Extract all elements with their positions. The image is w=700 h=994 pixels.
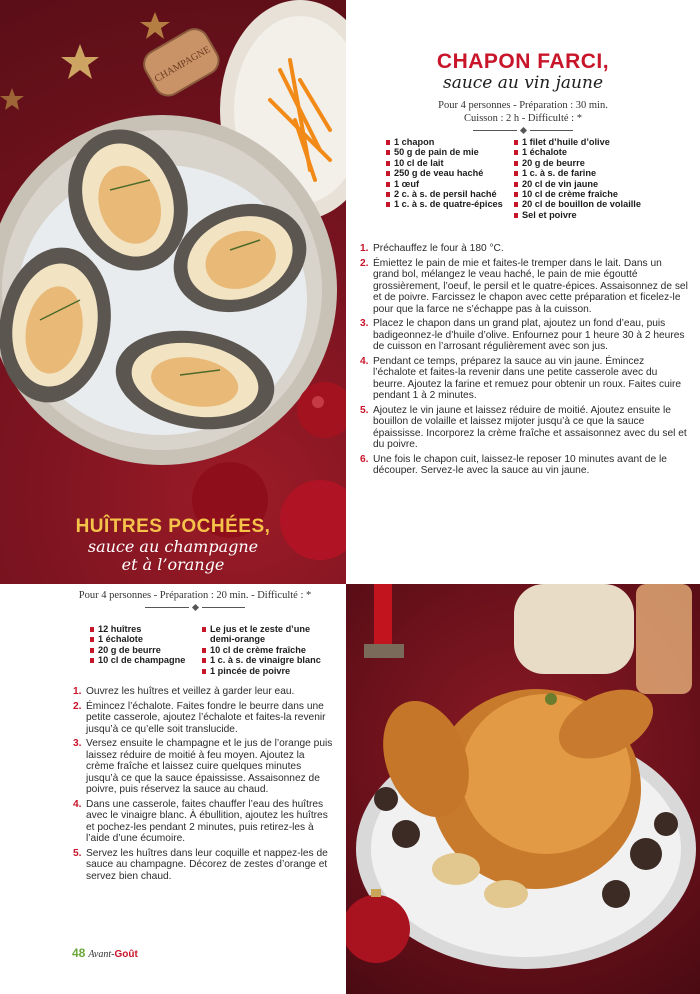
oyster-steps xyxy=(73,686,335,885)
chapon-meta-line-1: Pour 4 personnes - Préparation : 30 min. xyxy=(438,100,608,111)
brand-prefix: Avant- xyxy=(88,949,115,960)
step-number: 3. xyxy=(360,318,369,329)
step-text: Ajoutez le vin jaune et laissez réduire de moitié. Ajoutez ensuite le bouillon de volaille et laissez mijoter jusqu’à ce que la sauce épaississe. Incorporez la crème fraîche et assaisonnez avec du sel et du poivre. xyxy=(373,404,687,450)
step-item xyxy=(360,356,690,402)
ingredient-item: 1 chapon xyxy=(386,137,514,147)
ingredient-item: 2 c. à s. de persil haché xyxy=(386,189,514,199)
chapon-divider xyxy=(473,128,573,133)
ingredient-item: 1 pincée de poivre xyxy=(202,666,330,676)
ingredient-item: 10 cl de lait xyxy=(386,158,514,168)
oyster-title-subtitle-1: sauce au champagne xyxy=(87,537,259,556)
step-item xyxy=(73,848,335,883)
ingredient-item: 20 g de beurre xyxy=(90,645,202,655)
ingredient-item: 10 cl de crème fraîche xyxy=(514,189,664,199)
step-number: 5. xyxy=(73,847,82,859)
step-item xyxy=(360,258,690,316)
step-text: Préchauffez le four à 180 °C. xyxy=(373,243,504,254)
oyster-ingredients-col-1 xyxy=(90,624,202,676)
step-number: 2. xyxy=(73,700,82,712)
chapon-recipe-header xyxy=(352,50,694,133)
step-item xyxy=(73,686,335,698)
chapon-steps xyxy=(360,243,690,480)
step-text: Dans une casserole, faites chauffer l’eau des huîtres avec le vinaigre blanc. À ébullition, ajoutez les huîtres et pochez-les pendant 2 minutes, puis retirez-les à l’aide d’une écumoire. xyxy=(86,798,328,844)
ingredient-item: 1 filet d’huile d’olive xyxy=(514,137,664,147)
step-item xyxy=(360,405,690,451)
step-number: 3. xyxy=(73,738,82,749)
step-number: 2. xyxy=(360,257,369,269)
magazine-brand xyxy=(88,949,137,960)
ingredient-item: 1 c. à s. de quatre-épices xyxy=(386,199,514,209)
step-text: Émincez l’échalote. Faites fondre le beurre dans une petite casserole, ajoutez l’échalote et faites-la revenir jusqu’à ce qu’elle soit translucide. xyxy=(86,700,326,735)
oyster-ingredients-col-2 xyxy=(202,624,330,676)
page-footer xyxy=(72,946,138,960)
oyster-recipe-title xyxy=(0,516,346,574)
ingredient-item: 50 g de pain de mie xyxy=(386,147,514,157)
step-item xyxy=(73,701,335,736)
chapon-ingredients-col-1 xyxy=(386,137,514,220)
chapon-photo xyxy=(346,584,700,994)
ingredient-item: 20 cl de bouillon de volaille xyxy=(514,199,664,209)
step-number: 1. xyxy=(73,686,82,697)
step-number: 4. xyxy=(360,355,369,367)
oyster-title-subtitle-2: et à l’orange xyxy=(121,555,225,574)
chapon-illustration xyxy=(346,584,700,994)
step-number: 5. xyxy=(360,404,369,416)
ingredient-item: 1 échalote xyxy=(514,147,664,157)
page-number: 48 xyxy=(72,946,86,960)
ingredient-item: Sel et poivre xyxy=(514,210,664,220)
ingredient-item: Le jus et le zeste d’une demi-orange xyxy=(202,624,330,645)
step-number: 4. xyxy=(73,798,82,810)
oyster-meta: Pour 4 personnes - Préparation : 20 min. - Difficulté : * xyxy=(78,590,312,601)
ingredient-item: 10 cl de champagne xyxy=(90,655,202,665)
oyster-divider xyxy=(145,605,245,610)
step-text: Versez ensuite le champagne et le jus de l’orange puis laissez réduire de moitié à feu moyen. Ajoutez la crème fraîche et laissez cuire quelques minutes jusqu’à ce que la sauce épaississe. Assaisonnez de poivre, puis réservez la sauce au chaud. xyxy=(86,738,333,795)
ingredient-item: 1 échalote xyxy=(90,634,202,644)
step-text: Pendant ce temps, préparez la sauce au vin jaune. Émincez l’échalote et faites-la revenir dans une petite casserole avec du beurre. Ajoutez la farine et remuez pour obtenir un roux. Faites cuire pendant 1 à 2 minutes. xyxy=(373,355,682,401)
chapon-title-main: CHAPON FARCI, xyxy=(436,50,610,73)
oysters-illustration xyxy=(0,0,346,584)
step-text: Une fois le chapon cuit, laissez-le reposer 10 minutes avant de le découper. Servez-le avec la sauce au vin jaune. xyxy=(373,453,667,476)
ingredient-item: 1 c. à s. de vinaigre blanc xyxy=(202,655,330,665)
ingredient-item: 1 c. à s. de farine xyxy=(514,168,664,178)
oyster-recipe-header xyxy=(60,589,330,610)
step-number: 6. xyxy=(360,453,369,465)
cork-label: CHAMPAGNE xyxy=(152,44,213,85)
ingredient-item: 12 huîtres xyxy=(90,624,202,634)
step-item xyxy=(73,738,335,796)
chapon-title-subtitle: sauce au vin jaune xyxy=(442,73,604,93)
step-text: Servez les huîtres dans leur coquille et nappez-les de sauce au champagne. Décorez de zestes d’orange et servez bien chaud. xyxy=(86,847,328,882)
ingredient-item: 1 œuf xyxy=(386,179,514,189)
ingredient-item: 10 cl de crème fraîche xyxy=(202,645,330,655)
ingredient-item: 250 g de veau haché xyxy=(386,168,514,178)
ingredient-item: 20 cl de vin jaune xyxy=(514,179,664,189)
oysters-photo xyxy=(0,0,346,584)
chapon-ingredients xyxy=(386,137,676,220)
oyster-ingredients xyxy=(90,624,330,676)
step-text: Émiettez le pain de mie et faites-le tremper dans le lait. Dans un grand bol, mélangez le veau haché, le pain de mie égoutté grossièrement, l’oeuf, le persil et le quatre-épices. Assaisonnez de sel et de poivre. Farcissez le chapon avec cette préparation et ficelez-le pour que la farce ne s’échappe pas à la cuisson. xyxy=(373,257,688,315)
step-item xyxy=(360,454,690,477)
ingredient-item: 20 g de beurre xyxy=(514,158,664,168)
step-item xyxy=(73,799,335,845)
oyster-title-main: HUÎTRES POCHÉES, xyxy=(75,516,271,537)
step-item xyxy=(360,318,690,353)
step-item xyxy=(360,243,690,255)
chapon-ingredients-col-2 xyxy=(514,137,664,220)
brand-suffix: Goût xyxy=(114,949,138,960)
step-text: Placez le chapon dans un grand plat, ajoutez un fond d’eau, puis badigeonnez-le d’huile d’olive. Enfournez pour 1 heure 30 à 2 heures de cuisson en l’arrosant régulièrement avec son jus. xyxy=(373,318,685,352)
step-number: 1. xyxy=(360,243,369,254)
chapon-meta-line-2: Cuisson : 2 h - Difficulté : * xyxy=(464,113,582,124)
step-text: Ouvrez les huîtres et veillez à garder leur eau. xyxy=(86,686,295,697)
